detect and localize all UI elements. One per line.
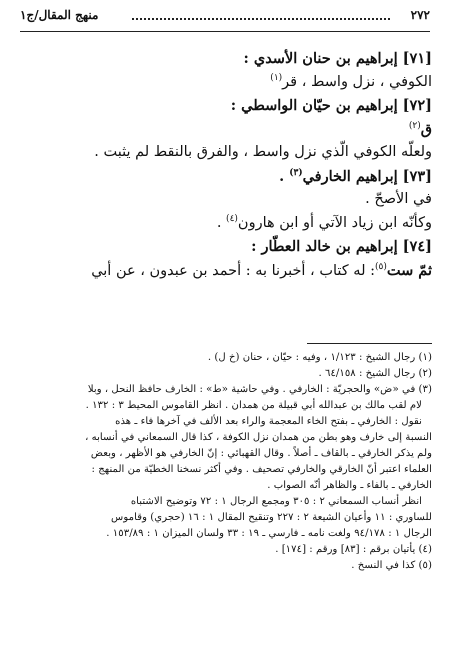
entry-72-note: ولعلّه الكوفي الّذي نزل واسط ، والفرق بالنقط لم يثبت . — [94, 144, 432, 160]
entry-71-text — [20, 71, 432, 95]
footnotes — [20, 350, 432, 574]
entry-72-title: [٧٢] إبراهيم بن حيّان الواسطي : — [230, 97, 432, 114]
entry-73-line-1: في الأصحّ . — [365, 191, 432, 207]
footnote-3-line-2: لام لقب مالك بن عبدالله أبي قبيلة من همدان . انظر القاموس المحيط ٣ : ١٣٢ . — [85, 400, 422, 411]
entry-73-line-2-text: وكأنّه ابن زياد الآتي أو ابن هارون — [237, 214, 432, 231]
book-title: منهج المقال/ج١ — [20, 8, 99, 22]
page-number: ٢٧٢ — [410, 8, 430, 22]
footnote-5: (٥) كذا في النسخ . — [351, 560, 432, 571]
footnote-2: (٢) رجال الشيخ : ٦٤/١٥٨ . — [318, 368, 432, 379]
footnote-1: (١) رجال الشيخ : ١/١٢٣ ، وفيه : حيّان ، حنان (خ ل) . — [207, 352, 432, 363]
entry-74-text: : له كتاب ، أخبرنا به : أحمد بن عبدون ، عن أبي — [91, 262, 375, 279]
footnote-3-line-5: ولم يذكر الخارقي ـ بالقاف ـ أصلاً . وقال القهبائي : إنّ الخارفي هو الأظهر ، وبعض — [90, 448, 432, 459]
footnote-ref-4: (٤) — [226, 213, 238, 224]
footnote-ref-2: (٢) — [408, 120, 421, 131]
footnote-3-line-7: الخارفي ـ بالفاء ـ والظاهر أنّه الصواب . — [267, 480, 432, 491]
entry-72-code: ق — [420, 120, 432, 138]
entry-73-title-line: [٧٣] إبراهيم الخارفي$^{(٣)}$ . — [279, 167, 432, 185]
footnote-3-line-8: انظر أنساب السمعاني ٢ : ٣٠٥ ومجمع الرجال ١ : ٧٢ وتوضيح الاشتباه — [130, 496, 422, 507]
footnote-3-line-9: للساوري : ١١ وأعيان الشيعة ٢ : ٢٢٧ وتنقيح المقال ١ : ١٦ (حجري) وقاموس — [110, 512, 432, 523]
entry-72-code-line — [20, 118, 432, 142]
entry-74-text-line — [20, 259, 432, 283]
footnote-3-line-1: (٣) في «ض» والحجريّة : الخارفي . وفي حاشية «ط» : الخارف حافظ النحل ، وبلا — [87, 384, 432, 395]
footnote-ref-3: (٣) — [289, 167, 303, 178]
footnote-3-line-4: النسبة إلى خارف وهو بطن من همدان نزل الكوفة ، كذا قال السمعاني في أنسابه ، — [85, 432, 432, 443]
footnote-3-line-3: نقول : الخارفي ـ بفتح الخاء المعجمة والراء بعد الألف في آخرها فاء ـ هذه — [115, 416, 422, 427]
entry-74-title: [٧٤] إبراهيم بن خالد العطّار : — [251, 238, 432, 255]
footnote-separator — [307, 343, 432, 344]
footnote-3-line-6: العلماء اعتبر أنّ الخارقي والخارفي تصحيف . وفي أكثر نسخنا الخطيّة من المنهج : — [91, 464, 432, 475]
main-text — [20, 47, 432, 282]
header-dotted-leader — [132, 10, 390, 20]
entry-74-code: ثمّ ست — [386, 261, 432, 279]
header-rule — [20, 31, 430, 32]
footnote-3-line-10: الرجال ١ : ٩٤/١٧٨ ولغت نامه ـ فارسي ـ ١٩ : ٣٣ ولسان الميزان ١ : ١٥٣/٨٩ . — [106, 528, 432, 539]
entry-71-title: [٧١] إبراهيم بن حنان الأسدي : — [243, 50, 432, 67]
footnote-ref-5: (٥) — [375, 261, 387, 272]
page-header — [20, 8, 430, 28]
footnote-4: (٤) يأتيان برقم : [٨٣] ورقم : [١٧٤] . — [275, 544, 432, 555]
entry-71-body: الكوفي ، نزل واسط ، قر — [282, 73, 432, 90]
entry-73-line-2: وكأنّه ابن زياد الآتي أو ابن هارون$^{(٤)}$ . — [216, 213, 432, 231]
footnote-ref-1: (١) — [270, 72, 283, 83]
entry-73-title: [٧٣] إبراهيم الخارفي — [302, 167, 432, 185]
